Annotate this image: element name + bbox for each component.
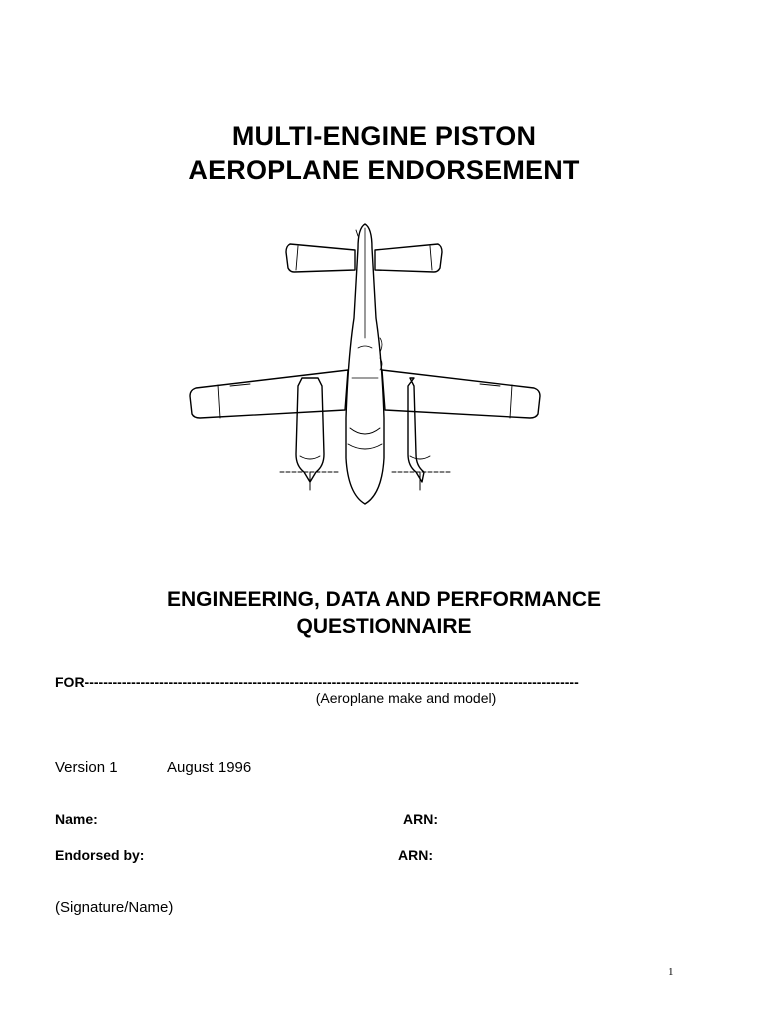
endorsed-by-field-label: Endorsed by: — [55, 847, 145, 863]
for-aeroplane-field: FOR---------------------------------------------------------------------------------------------------------- — [55, 674, 579, 690]
page-number: 1 — [668, 966, 674, 978]
version-label: Version 1 — [55, 759, 118, 776]
signature-caption: (Signature/Name) — [55, 899, 174, 916]
document-title-line-2: AEROPLANE ENDORSEMENT — [188, 155, 580, 185]
name-field-label: Name: — [55, 811, 98, 827]
endorser-arn-field-label: ARN: — [398, 847, 433, 863]
questionnaire-title-line-2: QUESTIONNAIRE — [296, 615, 472, 638]
arn-field-label: ARN: — [403, 811, 438, 827]
questionnaire-title-line-1: ENGINEERING, DATA AND PERFORMANCE — [166, 588, 601, 611]
aeroplane-make-model-caption: (Aeroplane make and model) — [315, 690, 497, 706]
twin-engine-aeroplane-icon — [180, 218, 550, 518]
version-date: August 1996 — [167, 759, 252, 776]
document-title-line-1: MULTI-ENGINE PISTON — [231, 121, 537, 151]
